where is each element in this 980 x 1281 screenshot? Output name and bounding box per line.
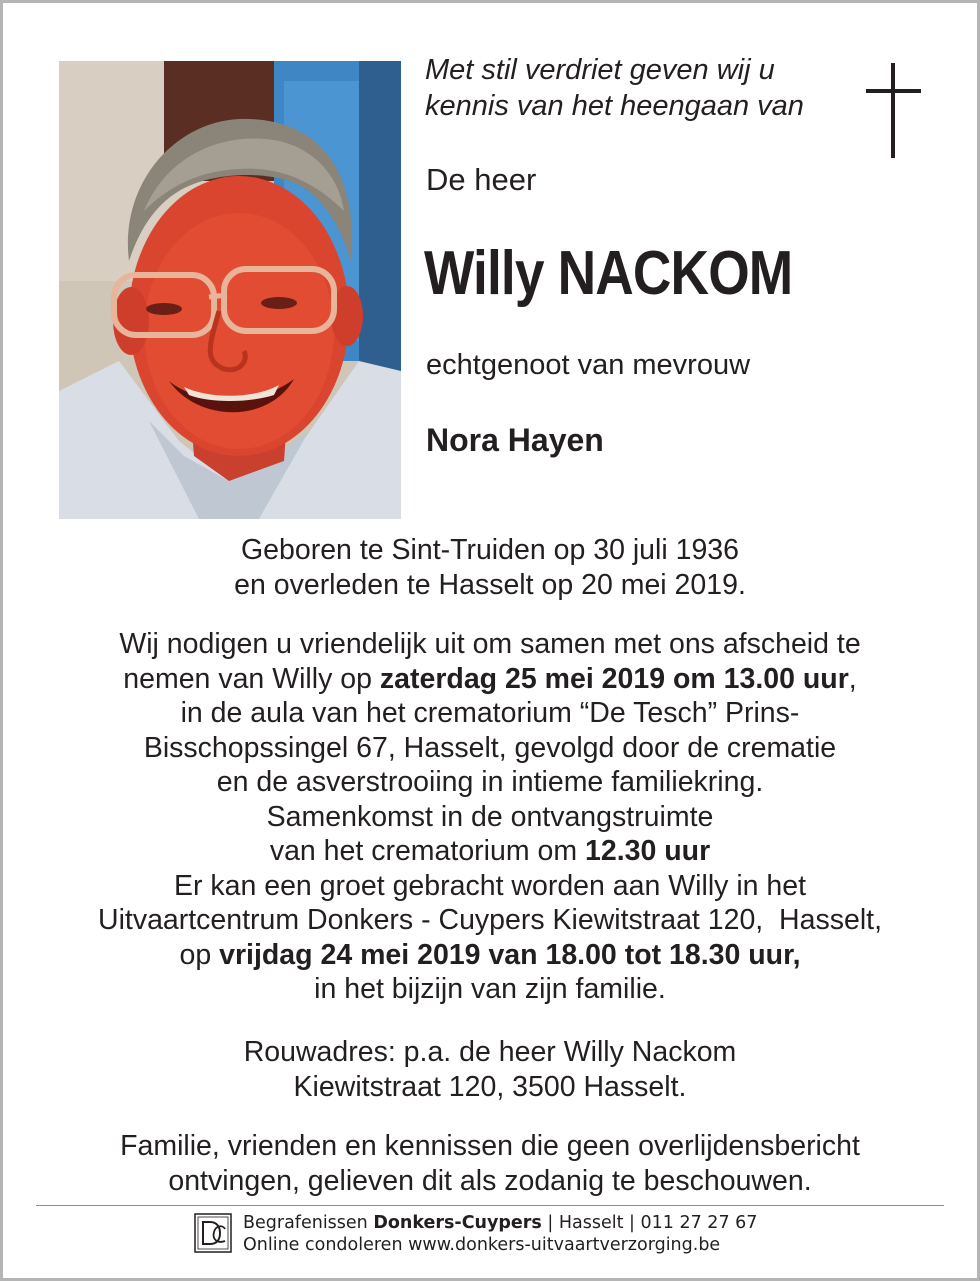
spouse-label: echtgenoot van mevrouw <box>426 349 751 381</box>
invitation-text <box>40 627 940 1007</box>
invite-line: in de aula van het crematorium “De Tesch” Prins- <box>180 697 800 729</box>
address-line: Rouwadres: p.a. de heer Willy Nackom <box>243 1036 737 1068</box>
invite-text-segment: op <box>179 938 220 971</box>
intro-line-1: Met stil verdriet geven wij u <box>425 54 775 86</box>
invite-line: Samenkomst in de ontvangstruimte <box>266 800 714 833</box>
invite-line: Uitvaartcentrum Donkers - Cuypers Kiewitstraat 120, Hasselt, <box>97 904 883 936</box>
invite-text-segment: van het crematorium om <box>269 835 586 867</box>
visitation-date: vrijdag 24 mei 2019 van 18.00 tot 18.30 uur, <box>219 938 801 971</box>
invite-line <box>40 834 940 869</box>
intro-text <box>425 52 804 124</box>
deceased-name: Willy NACKOM <box>424 239 793 308</box>
invite-text-segment: , <box>848 662 857 695</box>
mourning-address <box>40 1035 940 1104</box>
footer-contact: | Hasselt | 011 27 27 67 <box>541 1213 758 1233</box>
intro-line-2: kennis van het heengaan van <box>425 90 804 122</box>
address-line: Kiewitstraat 120, 3500 Hasselt. <box>293 1070 687 1103</box>
birth-death-text <box>40 533 940 602</box>
ceremony-date: zaterdag 25 mei 2019 om 13.00 uur <box>379 662 849 695</box>
footer-text-segment: Begrafenissen <box>243 1213 374 1233</box>
death-line: en overleden te Hasselt op 20 mei 2019. <box>234 568 746 601</box>
invite-line: Wij nodigen u vriendelijk uit om samen met ons afscheid te <box>119 628 861 660</box>
spouse-name: Nora Hayen <box>426 422 604 458</box>
footer-line-1 <box>243 1212 757 1234</box>
condolence-website: Online condoleren www.donkers-uitvaartverzorging.be <box>243 1235 721 1255</box>
portrait-photo <box>59 61 401 519</box>
cross-icon <box>866 63 921 158</box>
invite-line: Er kan een groet gebracht worden aan Willy in het <box>173 869 807 902</box>
notice-line: Familie, vrienden en kennissen die geen overlijdensbericht <box>120 1130 860 1162</box>
invite-line: Bisschopssingel 67, Hasselt, gevolgd door de crematie <box>143 731 837 764</box>
invite-line: en de asverstrooiing in intieme familiekring. <box>216 766 764 798</box>
invite-line <box>40 938 940 973</box>
invite-line <box>40 662 940 697</box>
footer-divider <box>36 1205 944 1206</box>
invite-line: in het bijzijn van zijn familie. <box>314 973 666 1005</box>
funeral-home-logo <box>194 1213 232 1253</box>
honorific: De heer <box>426 162 537 197</box>
gathering-time: 12.30 uur <box>585 835 711 867</box>
funeral-home-name: Donkers-Cuypers <box>373 1213 542 1233</box>
invite-text-segment: nemen van Willy op <box>123 662 380 695</box>
footer-info <box>243 1212 757 1256</box>
notice-line: ontvingen, gelieven dit als zodanig te beschouwen. <box>168 1164 812 1197</box>
notice-text <box>40 1129 940 1198</box>
birth-line: Geboren te Sint-Truiden op 30 juli 1936 <box>240 534 739 566</box>
